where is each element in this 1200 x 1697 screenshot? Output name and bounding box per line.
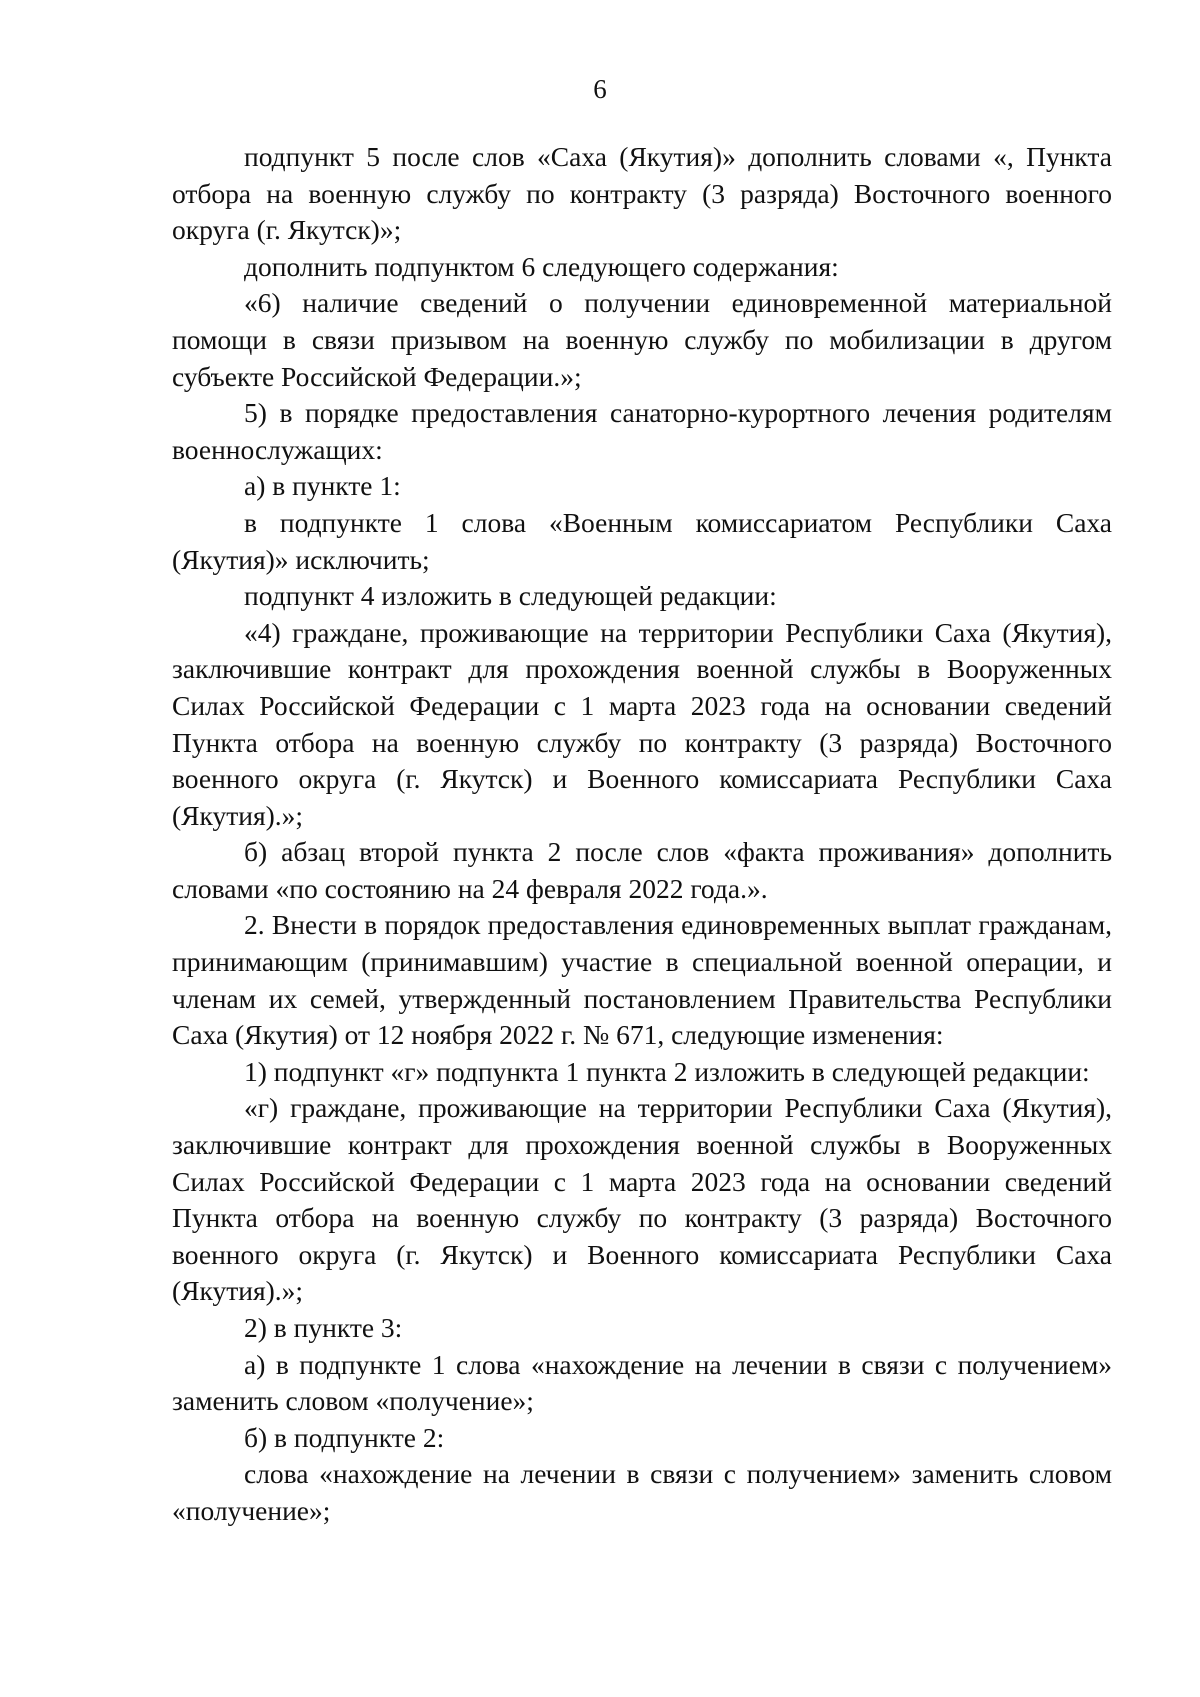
paragraph-6: в подпункте 1 слова «Военным комиссариатом Республики Саха (Якутия)» исключить; xyxy=(172,506,1112,575)
paragraph-14: а) в подпункте 1 слова «нахождение на лечении в связи с получением» заменить словом «получение»; xyxy=(172,1348,1112,1417)
paragraph-12: «г) граждане, проживающие на территории Республики Саха (Якутия), заключившие контракт для прохождения военной службы в Вооруженных Силах Российской Федерации с 1 марта 2023 года на основании сведений Пункта отбора на военную службу по контракту (3 разряда) Восточного военного округа (г. Якутск) и Военного комиссариата Республики Саха (Якутия).»; xyxy=(172,1092,1112,1307)
paragraph-4: 5) в порядке предоставления санаторно-курортного лечения родителям военнослужащих: xyxy=(172,397,1112,465)
paragraph-2: дополнить подпунктом 6 следующего содержания: xyxy=(244,250,839,282)
paragraph-13: 2) в пункте 3: xyxy=(244,1312,403,1343)
paragraph-8: «4) граждане, проживающие на территории Республики Саха (Якутия), заключившие контракт для прохождения военной службы в Вооруженных Силах Российской Федерации с 1 марта 2023 года на основании сведений Пункта отбора на военную службу по контракту (3 разряда) Восточного военного округа (г. Якутск) и Военного комиссариата Республики Саха (Якутия).»; xyxy=(172,616,1112,831)
page-number: 6 xyxy=(593,74,607,104)
paragraph-15: б) в подпункте 2: xyxy=(244,1421,445,1453)
paragraph-9: б) абзац второй пункта 2 после слов «факта проживания» дополнить словами «по состоянию на 24 февраля 2022 года.». xyxy=(172,836,1112,904)
paragraph-16: слова «нахождение на лечении в связи с получением» заменить словом «получение»; xyxy=(172,1458,1112,1526)
paragraph-1: подпункт 5 после слов «Саха (Якутия)» дополнить словами «, Пункта отбора на военную службу по контракту (3 разряда) Восточного военного округа (г. Якутск)»; xyxy=(172,141,1112,246)
paragraph-5: а) в пункте 1: xyxy=(244,470,401,502)
paragraph-7: подпункт 4 изложить в следующей редакции: xyxy=(244,580,777,612)
paragraph-3: «6) наличие сведений о получении единовременной материальной помощи в связи призывом на военную службу по мобилизации в другом субъекте Российской Федерации.»; xyxy=(172,287,1112,392)
paragraph-11: 1) подпункт «г» подпункта 1 пункта 2 изложить в следующей редакции: xyxy=(244,1055,1090,1087)
paragraph-10: 2. Внести в порядок предоставления единовременных выплат гражданам, принимающим (принимавшим) участие в специальной военной операции, и членам их семей, утвержденный постановлением Правительства Республики Саха (Якутия) от 12 ноября 2022 г. № 671, следующие изменения: xyxy=(172,909,1112,1051)
document-body xyxy=(172,139,1112,1530)
